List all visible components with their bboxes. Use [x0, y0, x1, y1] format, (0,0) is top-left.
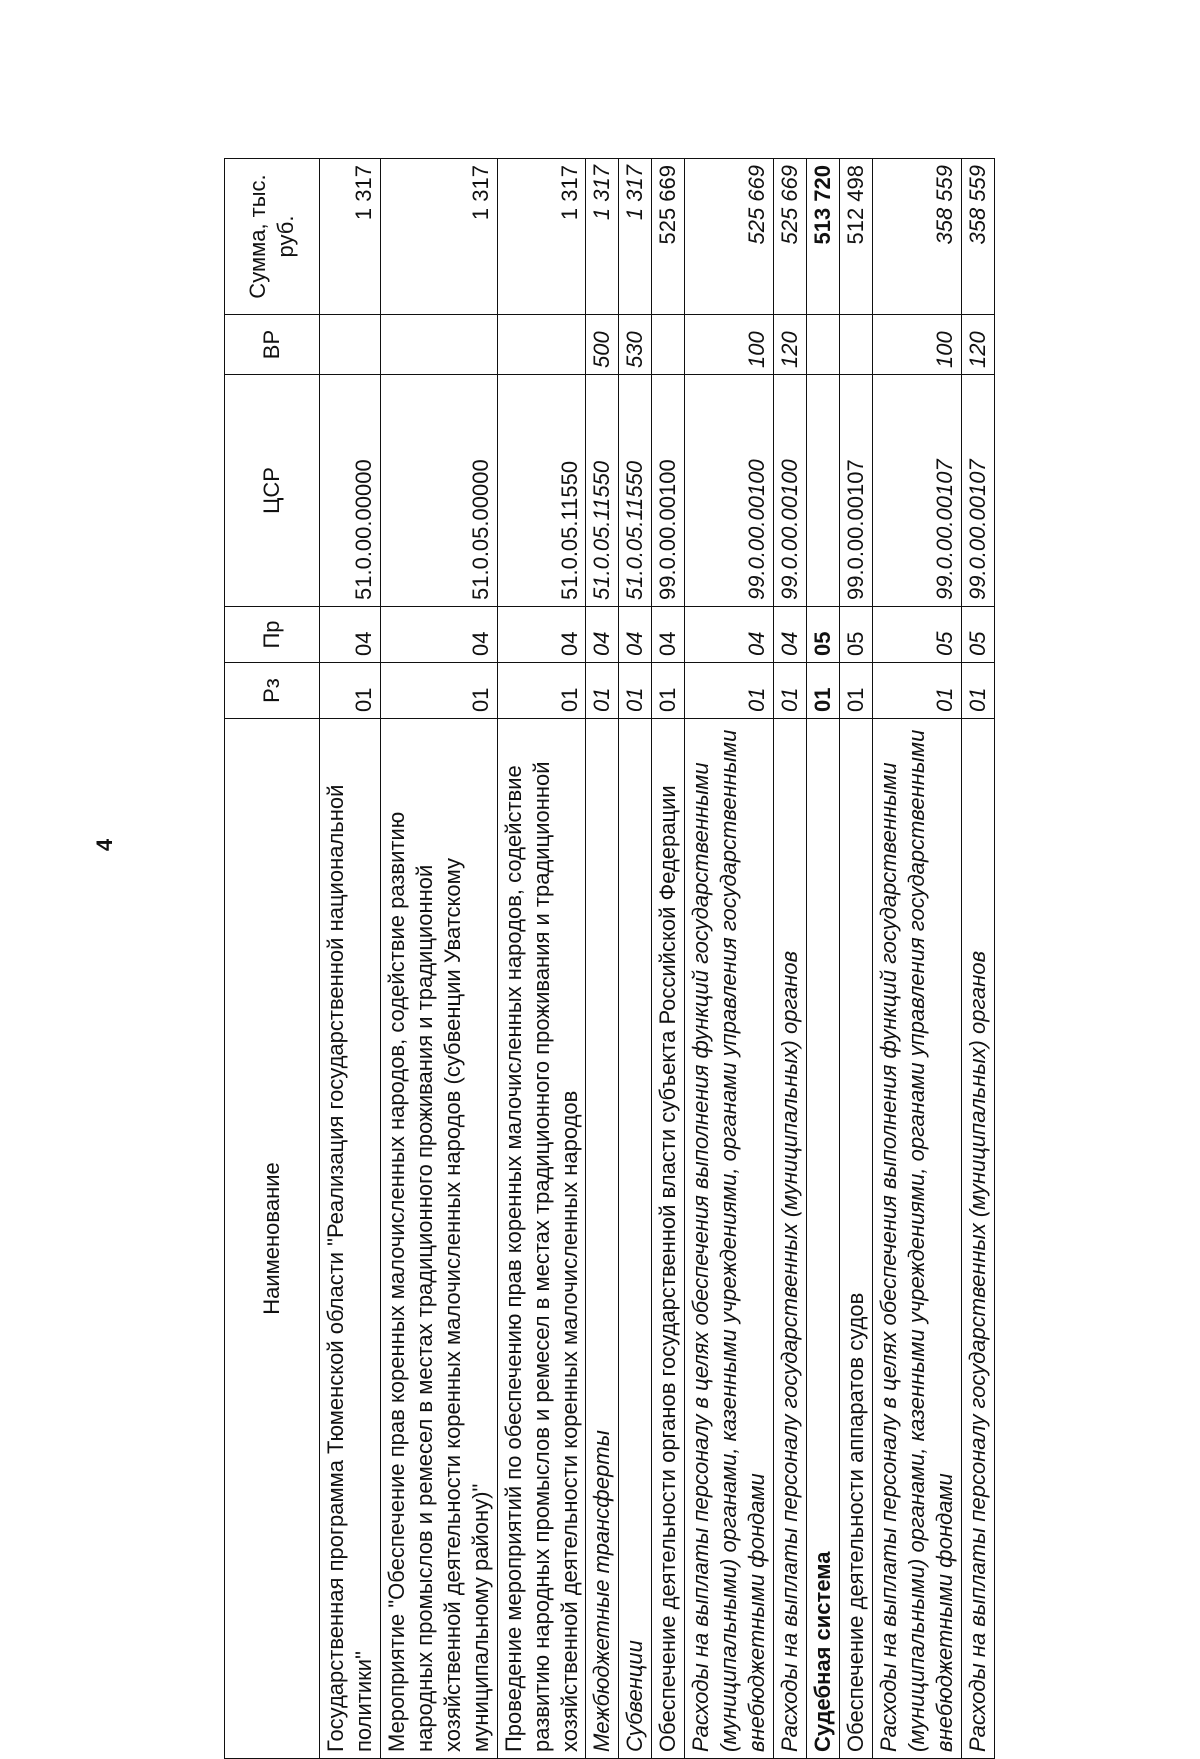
- cell-csr: 99.0.00.00100: [685, 375, 774, 607]
- cell-csr: 99.0.00.00100: [652, 375, 685, 607]
- cell-sum: 1 317: [320, 159, 381, 315]
- budget-table-container: [224, 159, 1152, 1759]
- cell-pr: 05: [839, 607, 872, 663]
- cell-sum: 512 498: [839, 159, 872, 315]
- table-row: [586, 159, 619, 1759]
- cell-vr: 100: [685, 315, 774, 375]
- cell-name: Субвенции: [619, 719, 652, 1759]
- cell-name: Межбюджетные трансферты: [586, 719, 619, 1759]
- cell-vr: [497, 315, 586, 375]
- header-sum: Сумма, тыс. руб.: [225, 159, 320, 315]
- cell-sum: 513 720: [807, 159, 840, 315]
- cell-csr: 51.0.05.11550: [619, 375, 652, 607]
- cell-name: Расходы на выплаты персоналу государственных (муниципальных) органов: [774, 719, 807, 1759]
- cell-rz: 01: [839, 663, 872, 719]
- cell-name: Государственная программа Тюменской области "Реализация государственной национальной политики": [320, 719, 381, 1759]
- table-row: [652, 159, 685, 1759]
- cell-rz: 01: [774, 663, 807, 719]
- header-csr: ЦСР: [225, 375, 320, 607]
- cell-sum: 525 669: [652, 159, 685, 315]
- cell-sum: 525 669: [774, 159, 807, 315]
- cell-rz: 01: [961, 663, 994, 719]
- cell-rz: 01: [619, 663, 652, 719]
- table-row: [619, 159, 652, 1759]
- cell-name: Расходы на выплаты персоналу в целях обеспечения выполнения функций государственными (муниципальными) органами, казенными учреждениями, органами управления государственными внебюджетными фондами: [872, 719, 961, 1759]
- cell-vr: [807, 315, 840, 375]
- cell-csr: 99.0.00.00107: [872, 375, 961, 607]
- cell-csr: 51.0.05.11550: [497, 375, 586, 607]
- cell-rz: 01: [497, 663, 586, 719]
- table-row: [872, 159, 961, 1759]
- cell-rz: 01: [685, 663, 774, 719]
- cell-vr: 120: [961, 315, 994, 375]
- table-row: [685, 159, 774, 1759]
- cell-csr: 51.0.00.00000: [320, 375, 381, 607]
- header-pr: Пр: [225, 607, 320, 663]
- cell-vr: 530: [619, 315, 652, 375]
- cell-pr: 05: [807, 607, 840, 663]
- budget-table: [224, 158, 995, 1759]
- cell-pr: 04: [497, 607, 586, 663]
- cell-rz: 01: [586, 663, 619, 719]
- table-row: [839, 159, 872, 1759]
- cell-vr: 120: [774, 315, 807, 375]
- cell-sum: 1 317: [619, 159, 652, 315]
- table-row: [380, 159, 497, 1759]
- cell-name: Судебная система: [807, 719, 840, 1759]
- header-rz: Рз: [225, 663, 320, 719]
- cell-name: Мероприятие "Обеспечение прав коренных малочисленных народов, содействие развитию народных промыслов и ремесел в местах традиционного проживания и традиционной хозяйственной деятельности коренных малочисленных народов (субвенции Уватскому муниципальному району)": [380, 719, 497, 1759]
- cell-sum: 358 559: [961, 159, 994, 315]
- table-row: [961, 159, 994, 1759]
- cell-sum: 1 317: [380, 159, 497, 315]
- header-vr: ВР: [225, 315, 320, 375]
- cell-name: Обеспечение деятельности органов государственной власти субъекта Российской Федерации: [652, 719, 685, 1759]
- cell-pr: 04: [685, 607, 774, 663]
- cell-sum: 1 317: [586, 159, 619, 315]
- cell-name: Расходы на выплаты персоналу в целях обеспечения выполнения функций государственными (муниципальными) органами, казенными учреждениями, органами управления государственными внебюджетными фондами: [685, 719, 774, 1759]
- cell-vr: [839, 315, 872, 375]
- cell-vr: [380, 315, 497, 375]
- cell-pr: 04: [586, 607, 619, 663]
- cell-vr: 500: [586, 315, 619, 375]
- cell-pr: 04: [652, 607, 685, 663]
- cell-csr: [807, 375, 840, 607]
- table-header-row: [225, 159, 320, 1759]
- header-name: Наименование: [225, 719, 320, 1759]
- cell-sum: 1 317: [497, 159, 586, 315]
- cell-name: Проведение мероприятий по обеспечению прав коренных малочисленных народов, содействие развитию народных промыслов и ремесел в местах традиционного проживания и традиционной хозяйственной деятельности коренных малочисленных народов: [497, 719, 586, 1759]
- cell-vr: [652, 315, 685, 375]
- cell-sum: 358 559: [872, 159, 961, 315]
- cell-pr: 04: [380, 607, 497, 663]
- cell-rz: 01: [652, 663, 685, 719]
- cell-pr: 05: [872, 607, 961, 663]
- cell-csr: 99.0.00.00100: [774, 375, 807, 607]
- cell-pr: 04: [774, 607, 807, 663]
- table-row: [320, 159, 381, 1759]
- table-body: [320, 159, 995, 1759]
- table-row: [497, 159, 586, 1759]
- cell-pr: 04: [619, 607, 652, 663]
- table-row: [774, 159, 807, 1759]
- cell-pr: 04: [320, 607, 381, 663]
- cell-csr: 99.0.00.00107: [839, 375, 872, 607]
- cell-rz: 01: [807, 663, 840, 719]
- cell-csr: 51.0.05.11550: [586, 375, 619, 607]
- cell-rz: 01: [380, 663, 497, 719]
- cell-csr: 51.0.05.00000: [380, 375, 497, 607]
- page-number: 4: [92, 838, 117, 852]
- cell-rz: 01: [872, 663, 961, 719]
- table-row: [807, 159, 840, 1759]
- cell-name: Расходы на выплаты персоналу государственных (муниципальных) органов: [961, 719, 994, 1759]
- cell-vr: 100: [872, 315, 961, 375]
- cell-vr: [320, 315, 381, 375]
- cell-pr: 05: [961, 607, 994, 663]
- cell-csr: 99.0.00.00107: [961, 375, 994, 607]
- cell-rz: 01: [320, 663, 381, 719]
- cell-sum: 525 669: [685, 159, 774, 315]
- cell-name: Обеспечение деятельности аппаратов судов: [839, 719, 872, 1759]
